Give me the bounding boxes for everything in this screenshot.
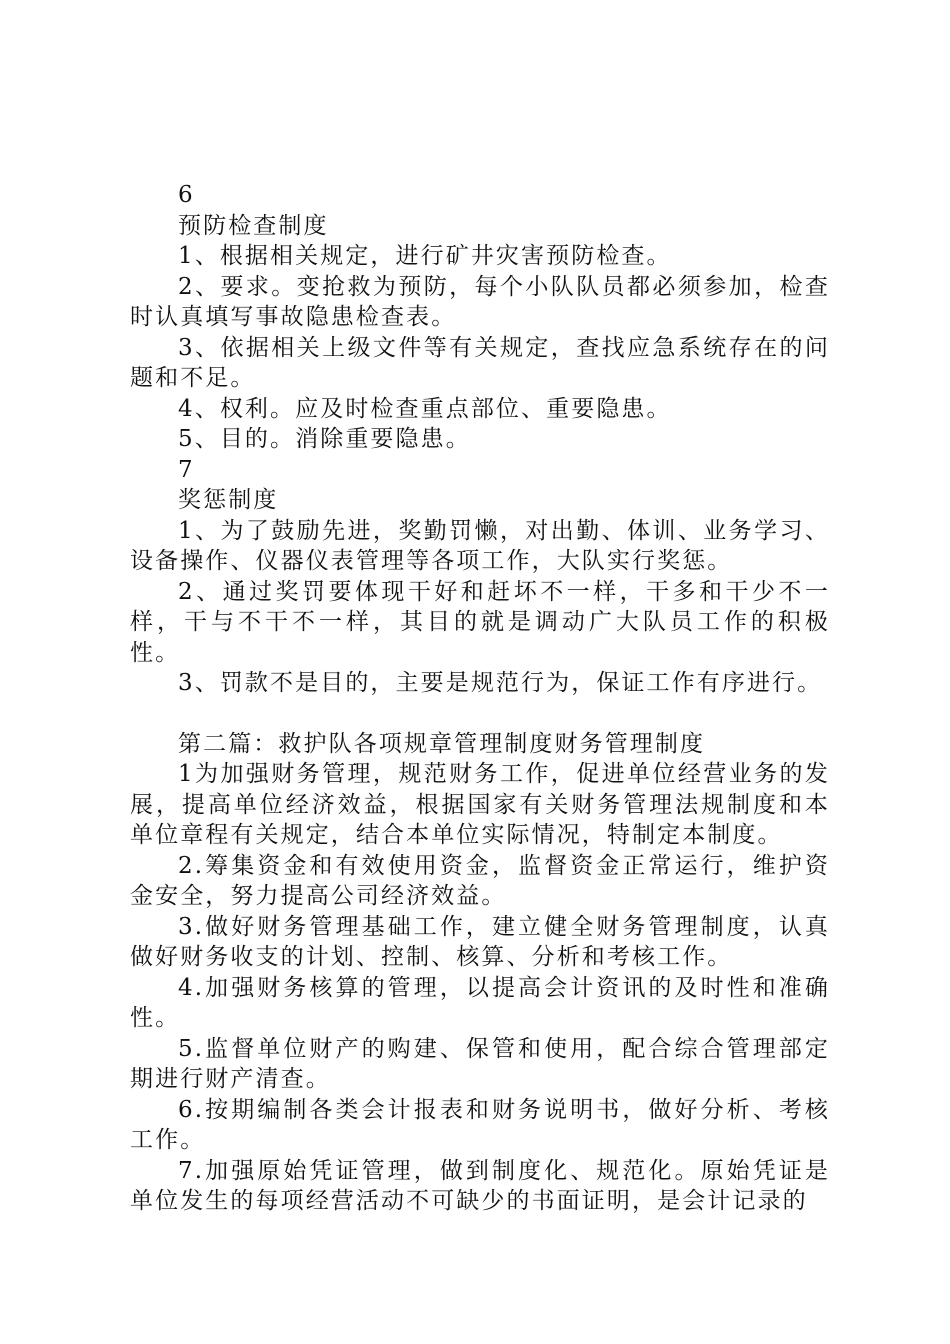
paragraph: 5.监督单位财产的购建、保管和使用，配合综合管理部定期进行财产清查。 [130, 1035, 830, 1092]
chapter-title: 第二篇：救护队各项规章管理制度财务管理制度 [178, 730, 706, 757]
section-heading: 预防检查制度 [178, 212, 329, 239]
section-number: 7 [178, 456, 195, 483]
paragraph: 3.做好财务管理基础工作，建立健全财务管理制度，认真做好财务收支的计划、控制、核算、分析和考核工作。 [130, 913, 830, 970]
paragraph: 1、为了鼓励先进，奖勤罚懒，对出勤、体训、业务学习、设备操作、仪器仪表管理等各项工作，大队实行奖惩。 [130, 517, 830, 574]
paragraph: 2.筹集资金和有效使用资金，监督资金正常运行，维护资金安全，努力提高公司经济效益。 [130, 852, 830, 909]
paragraph: 4.加强财务核算的管理，以提高会计资讯的及时性和准确性。 [130, 974, 830, 1031]
paragraph: 1、根据相关规定，进行矿井灾害预防检查。 [178, 243, 672, 269]
document-body [130, 180, 830, 1217]
paragraph: 7.加强原始凭证管理，做到制度化、规范化。原始凭证是单位发生的每项经营活动不可缺少的书面证明，是会计记录的 [130, 1157, 830, 1214]
paragraph: 2、要求。变抢救为预防，每个小队队员都必须参加，检查时认真填写事故隐患检查表。 [130, 273, 830, 330]
paragraph: 5、目的。消除重要隐患。 [178, 426, 471, 452]
paragraph: 2、通过奖罚要体现干好和赶坏不一样，干多和干少不一样，干与不干不一样，其目的就是调动广大队员工作的积极性。 [130, 578, 830, 666]
paragraph: 3、罚款不是目的，主要是规范行为，保证工作有序进行。 [178, 670, 823, 696]
section-number: 6 [178, 182, 195, 208]
section-heading: 奖惩制度 [178, 487, 279, 513]
paragraph: 3、依据相关上级文件等有关规定，查找应急系统存在的问题和不足。 [130, 334, 830, 391]
paragraph: 1为加强财务管理，规范财务工作，促进单位经营业务的发展，提高单位经济效益，根据国家有关财务管理法规制度和本单位章程有关规定，结合本单位实际情况，特制定本制度。 [130, 761, 830, 848]
paragraph: 6.按期编制各类会计报表和财务说明书，做好分析、考核工作。 [130, 1096, 830, 1153]
section-gap [130, 699, 830, 729]
paragraph: 4、权利。应及时检查重点部位、重要隐患。 [178, 395, 672, 422]
